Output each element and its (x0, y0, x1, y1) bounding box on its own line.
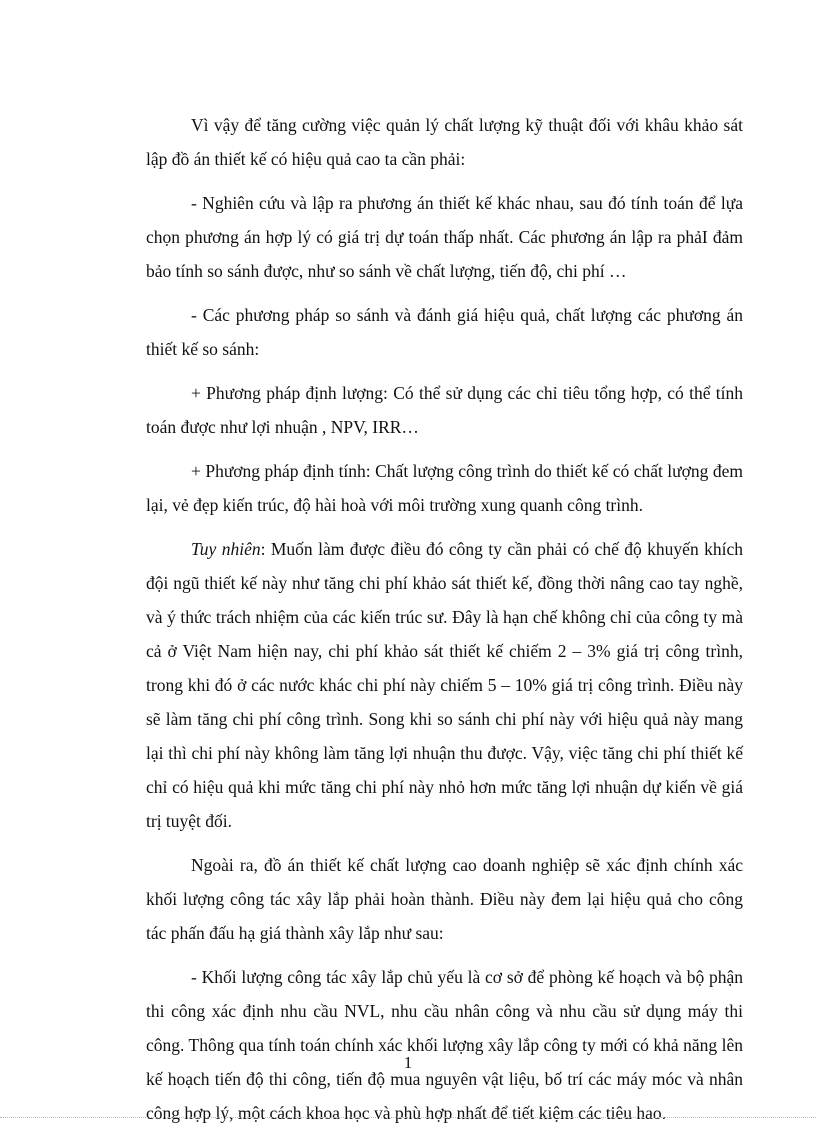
paragraph-research-options: - Nghiên cứu và lập ra phương án thiết kế khác nhau, sau đó tính toán để lựa chọn phương án hợp lý có giá trị dự toán thấp nhất. Các phương án lập ra phảI đảm bảo tính so sánh được, như so sánh về chất lượng, tiến độ, chi phí … (146, 193, 743, 281)
paragraph-qualitative-method: + Phương pháp định tính: Chất lượng công trình do thiết kế có chất lượng đem lại, vẻ đẹp kiến trúc, độ hài hoà với môi trường xung quanh công trình. (146, 461, 743, 515)
paragraph-quantitative-method: + Phương pháp định lượng: Có thể sử dụng các chỉ tiêu tổng hợp, có thể tính toán được như lợi nhuận , NPV, IRR… (146, 383, 743, 437)
paragraph-workload: - Khối lượng công tác xây lắp chủ yếu là cơ sở để phòng kế hoạch và bộ phận thi công xác định nhu cầu NVL, nhu cầu nhân công và nhu cầu sử dụng máy thi công. Thông qua tính toán chính xác khối lượng xây lắp công ty mới có khả năng lên kế hoạch tiến độ thi công, tiến độ mua nguyên vật liệu, bố trí các máy móc và nhân công hợp lý, một cách khoa học và phù hợp nhất để tiết kiệm các tiêu hao. (146, 967, 743, 1123)
paragraph-comparison-methods: - Các phương pháp so sánh và đánh giá hiệu quả, chất lượng các phương án thiết kế so sánh: (146, 305, 743, 359)
document-body (146, 108, 743, 1130)
however-lead: Tuy nhiên (191, 539, 261, 559)
page-number: 1 (403, 1053, 413, 1072)
however-text: : Muốn làm được điều đó công ty cần phải có chế độ khuyến khích đội ngũ thiết kế này như tăng chi phí khảo sát thiết kế, đồng thời nâng cao tay nghề, và ý thức trách nhiệm của các kiến trúc sư. Đây là hạn chế không chỉ của công ty mà cả ở Việt Nam hiện nay, chi phí khảo sát thiết kế chiếm 2 – 3% giá trị công trình, trong khi đó ở các nước khác chi phí này chiếm 5 – 10% giá trị công trình. Điều này sẽ làm tăng chi phí công trình. Song khi so sánh chi phí này với hiệu quả này mang lại thì chi phí này không làm tăng lợi nhuận thu được. Vậy, việc tăng chi phí thiết kế chỉ có hiệu quả khi mức tăng chi phí này nhỏ hơn mức tăng lợi nhuận dự kiến về giá trị tuyệt đối. (146, 539, 743, 831)
page-bottom-divider (0, 1117, 816, 1118)
paragraph-furthermore: Ngoài ra, đồ án thiết kế chất lượng cao doanh nghiệp sẽ xác định chính xác khối lượng công tác xây lắp phải hoàn thành. Điều này đem lại hiệu quả cho công tác phấn đấu hạ giá thành xây lắp như sau: (146, 855, 743, 943)
paragraph-however (146, 532, 743, 838)
paragraph-intro: Vì vậy để tăng cường việc quản lý chất lượng kỹ thuật đối với khâu khảo sát lập đồ án thiết kế có hiệu quả cao ta cần phải: (146, 115, 743, 169)
